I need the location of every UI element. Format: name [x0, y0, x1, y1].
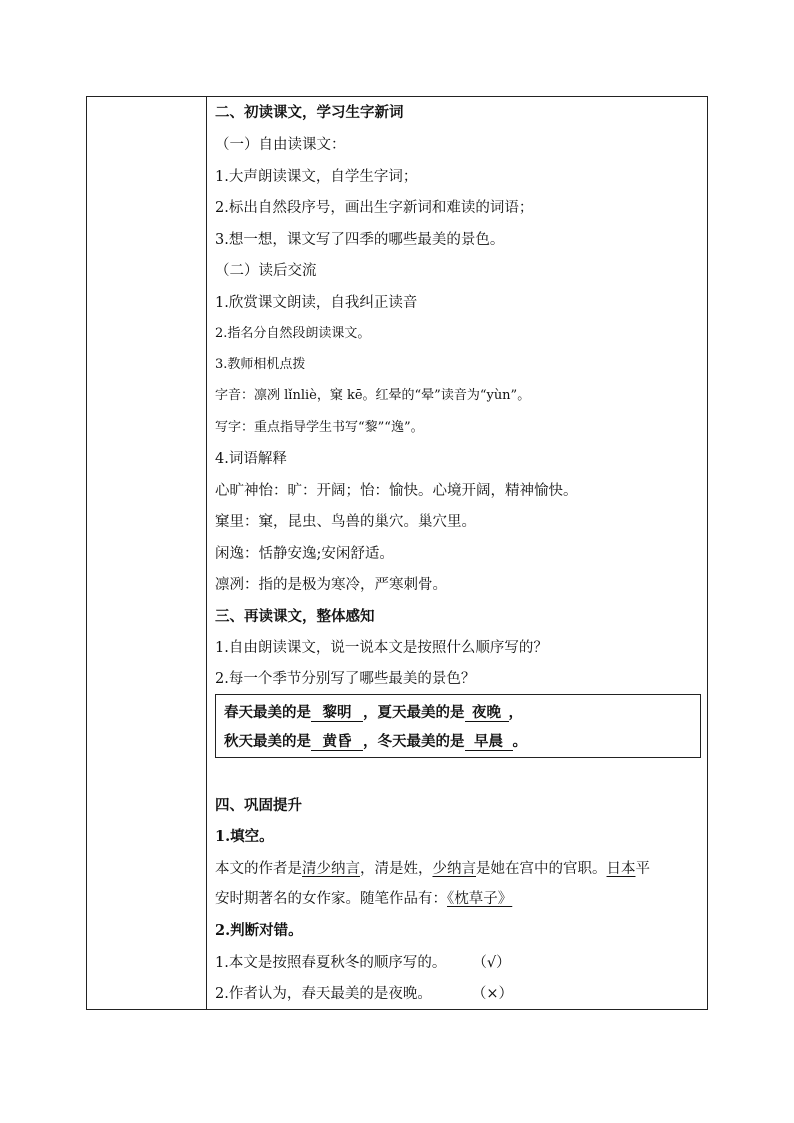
- list-item: 3.想一想，课文写了四季的哪些最美的景色。: [215, 232, 505, 248]
- list-item: 窠里：窠，昆虫、鸟兽的巢穴。巢穴里。: [215, 514, 476, 530]
- judge-answer: （×）: [471, 986, 513, 1002]
- answer-line-2: [224, 732, 527, 752]
- spring-answer: 黎明: [311, 704, 363, 722]
- list-item: 凛冽：指的是极为寒冷，严寒刺骨。: [215, 577, 447, 593]
- judge-item-2: [215, 984, 513, 1004]
- list-item: 1.自由朗读课文，说一说本文是按照什么顺序写的？: [215, 640, 548, 656]
- list-item: 心旷神怡：旷：开阔；怡：愉快。心境开阔，精神愉快。: [215, 483, 578, 499]
- section2-heading: 二、初读课文，学习生字新词: [215, 104, 404, 121]
- q1-text-part: 安时期著名的女作家。随笔作品有：: [215, 891, 447, 907]
- section2-sub1: （一）自由读课文：: [215, 137, 346, 153]
- question-1-line-2: [215, 889, 512, 909]
- lesson-table: [86, 96, 708, 1010]
- list-item: 4.词语解释: [215, 451, 287, 467]
- list-item: 2.标出自然段序号，画出生字新词和难读的词语；: [215, 200, 534, 216]
- answer-box: [215, 694, 701, 758]
- question-1-line-1: [215, 859, 650, 879]
- summer-answer: 夜晚: [465, 704, 509, 722]
- list-item: 3.教师相机点拨: [215, 357, 306, 372]
- question-2-title: 2.判断对错。: [215, 922, 303, 939]
- work-answer: 《枕草子》: [447, 891, 513, 907]
- list-item: 闲逸：恬静安逸;安闲舒适。: [215, 546, 394, 562]
- author-answer: 清少纳言: [302, 861, 360, 877]
- judge-answer: （√）: [472, 955, 511, 971]
- winter-prefix: ，冬天最美的是: [363, 733, 465, 750]
- line2-end: 。: [512, 733, 527, 750]
- left-column-cell: [87, 97, 207, 1009]
- answer-line-1: [224, 703, 523, 723]
- judge-text: 2.作者认为，春天最美的是夜晚。: [215, 986, 432, 1002]
- spring-prefix: 春天最美的是: [224, 704, 311, 721]
- section2-sub2: （二）读后交流: [215, 263, 317, 279]
- list-item: 1.欣赏课文朗读，自我纠正读音: [215, 295, 418, 311]
- q1-text-part: 本文的作者是: [215, 861, 302, 877]
- country-answer: 日本: [606, 861, 636, 877]
- q1-text-part: ，清是姓，: [360, 861, 433, 877]
- question-1-title: 1.填空。: [215, 828, 274, 845]
- section3-heading: 三、再读课文，整体感知: [215, 608, 375, 625]
- list-item: 2.指名分自然段朗读课文。: [215, 326, 371, 341]
- name-answer: 少纳言: [432, 861, 476, 877]
- summer-prefix: ，夏天最美的是: [363, 704, 465, 721]
- list-item: 2.每一个季节分别写了哪些最美的景色？: [215, 671, 476, 687]
- list-item: 字音：凛冽 lǐnliè，窠 kē。红晕的“晕”读音为“yùn”。: [215, 388, 531, 403]
- section4-heading: 四、巩固提升: [215, 797, 302, 814]
- list-item: 1.大声朗读课文，自学生字词；: [215, 169, 418, 185]
- list-item: 写字：重点指导学生书写“黎”“逸”。: [215, 420, 424, 435]
- winter-answer: 早晨: [465, 733, 513, 751]
- q1-text-part: 平: [635, 861, 650, 877]
- autumn-prefix: 秋天最美的是: [224, 733, 311, 750]
- line1-end: ，: [508, 704, 523, 721]
- judge-text: 1.本文是按照春夏秋冬的顺序写的。: [215, 955, 447, 971]
- q1-text-part: 是她在宫中的官职。: [476, 861, 607, 877]
- judge-item-1: [215, 953, 511, 973]
- autumn-answer: 黄昏: [311, 733, 363, 751]
